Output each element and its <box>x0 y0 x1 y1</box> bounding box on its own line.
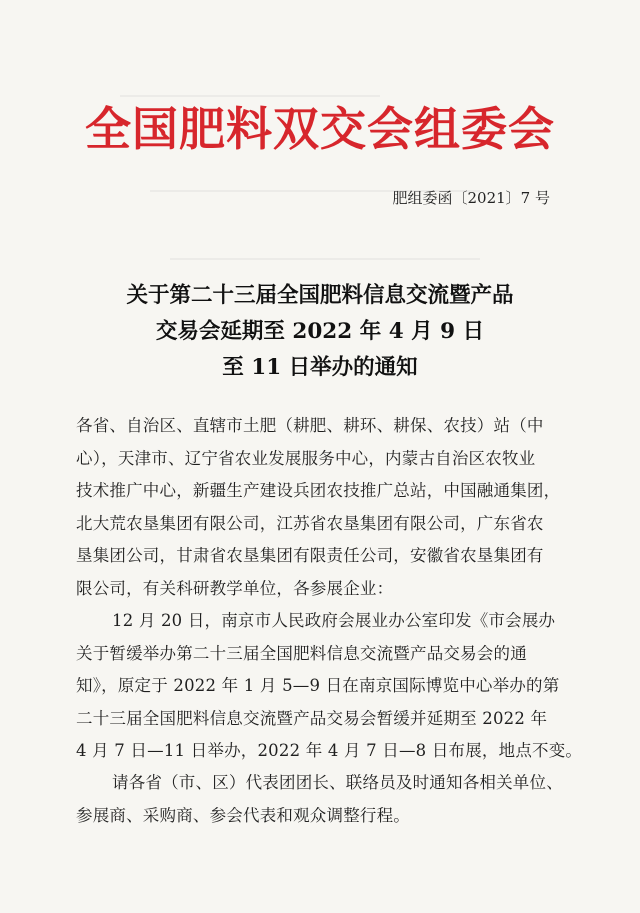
text-line: 北大荒农垦集团有限公司，江苏省农垦集团有限公司，广东省农 <box>76 513 544 533</box>
text-line: 参展商、采购商、参会代表和观众调整行程。 <box>76 805 410 825</box>
text-line: 关于暂缓举办第二十三届全国肥料信息交流暨产品交易会的通 <box>76 643 527 663</box>
text-line: 二十三届全国肥料信息交流暨产品交易会暂缓并延期至 2022 年 <box>76 708 548 728</box>
text-line: 技术推广中心，新疆生产建设兵团农技推广总站，中国融通集团， <box>76 481 561 500</box>
title-line: 关于第二十三届全国肥料信息交流暨产品 <box>126 283 514 308</box>
text-line: 知》，原定于 2022 年 1 月 5—9 日在南京国际博览中心举办的第 <box>76 676 560 695</box>
text-line: 垦集团公司，甘肃省农垦集团有限责任公司，安徽省农垦集团有 <box>76 546 544 565</box>
body-paragraph-notice <box>76 767 563 832</box>
text-line: 4 月 7 日—11 日举办，2022 年 4 月 7 日—8 日布展，地点不变。 <box>76 741 583 760</box>
text-line: 请各省（市、区）代表团团长、联络员及时通知各相关单位、 <box>112 773 563 792</box>
document-number: 肥组委函〔2021〕7 号 <box>392 189 550 207</box>
body-paragraph-postponement <box>76 605 583 768</box>
title-line: 至 11 日举办的通知 <box>222 355 418 380</box>
text-line: 各省、自治区、直辖市土肥（耕肥、耕环、耕保、农技）站（中 <box>76 416 544 435</box>
organization-title: 全国肥料双交会组委会 <box>85 102 555 156</box>
scan-bleed-mark <box>170 258 480 260</box>
addressee-list <box>76 410 561 605</box>
text-line: 限公司，有关科研教学单位，各参展企业： <box>76 578 394 598</box>
scan-bleed-mark <box>120 95 380 97</box>
text-line: 心），天津市、辽宁省农业发展服务中心，内蒙古自治区农牧业 <box>76 448 536 468</box>
title-line: 交易会延期至 2022 年 4 月 9 日 <box>155 319 485 344</box>
text-line: 12 月 20 日，南京市人民政府会展业办公室印发《市会展办 <box>112 611 556 630</box>
document-title <box>0 278 640 386</box>
